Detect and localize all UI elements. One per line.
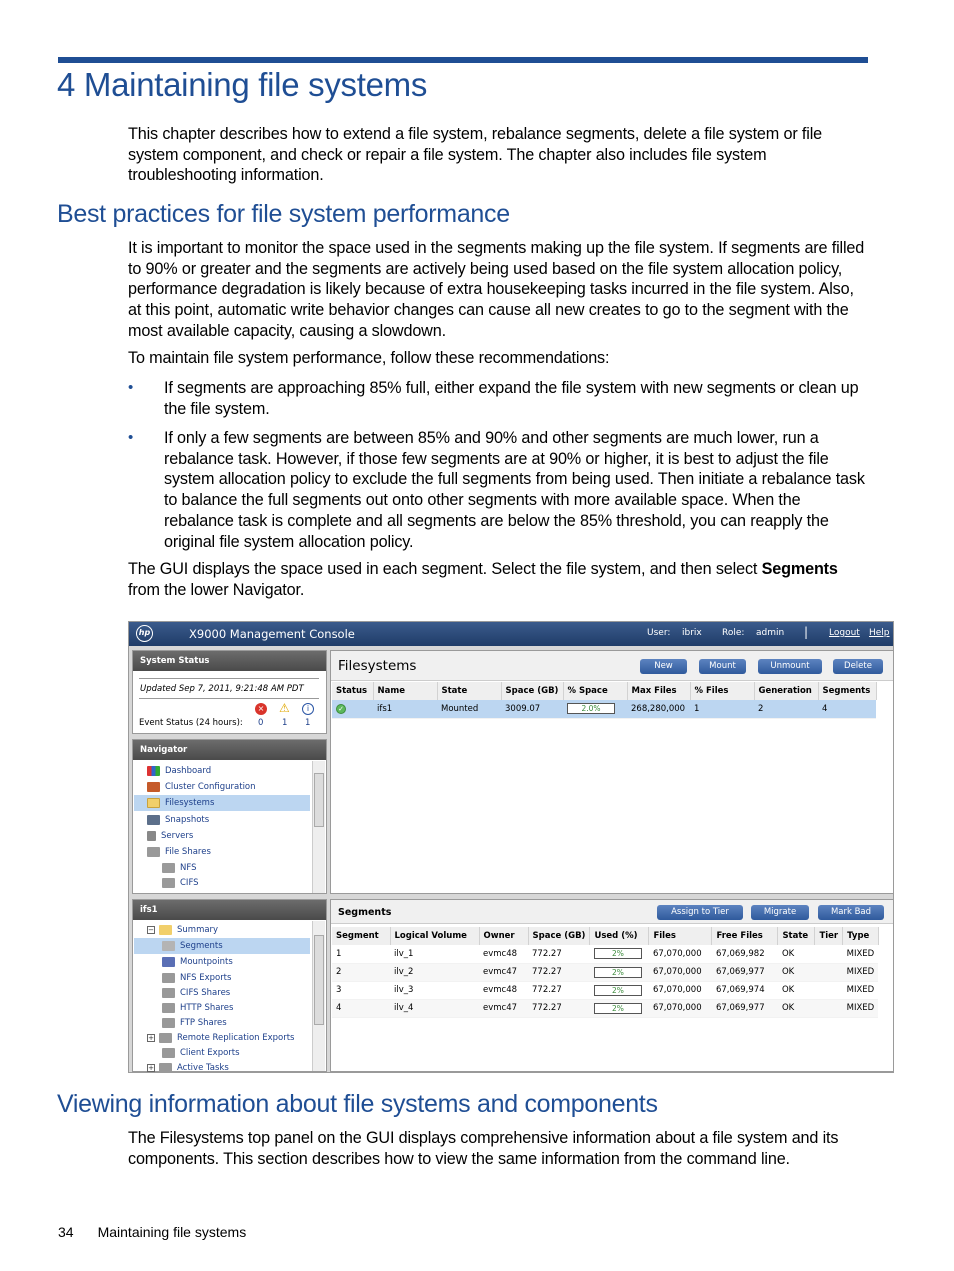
table-row[interactable] <box>332 999 878 1017</box>
cluster-icon <box>147 782 160 792</box>
critical-icon: × <box>255 703 267 715</box>
segment-cell: 67,069,974 <box>712 981 778 999</box>
role-label: Role: <box>722 628 745 638</box>
segment-cell: 2 <box>332 963 390 981</box>
segment-cell: 772.27 <box>528 945 590 963</box>
segment-cell: 1 <box>332 945 390 963</box>
nav-item-snapshots[interactable] <box>134 812 310 828</box>
pct-files-cell: 1 <box>690 700 754 718</box>
folder-icon <box>159 925 172 935</box>
hp-logo-icon: hp <box>136 625 153 642</box>
column-header[interactable]: Tier <box>815 927 843 945</box>
fs-nav-active-tasks[interactable] <box>134 1060 310 1073</box>
nav-label: Snapshots <box>165 815 210 825</box>
segment-cell: OK <box>778 981 815 999</box>
column-header[interactable]: Free Files <box>712 927 778 945</box>
column-header[interactable]: Max Files <box>627 682 690 700</box>
segment-cell: evmc48 <box>479 945 528 963</box>
column-header[interactable]: Space (GB) <box>501 682 563 700</box>
share-icon <box>162 1003 175 1013</box>
nav-item-cifs[interactable] <box>134 875 310 891</box>
column-header[interactable]: % Files <box>690 682 754 700</box>
page-footer <box>58 1224 270 1240</box>
segment-cell: 67,070,000 <box>649 945 712 963</box>
nav-label: Segments <box>180 941 223 951</box>
new-button[interactable]: New <box>640 659 687 674</box>
warning-icon: ⚠ <box>279 701 290 715</box>
logout-link[interactable]: Logout <box>829 628 860 638</box>
nav-item-cluster-configuration[interactable] <box>134 779 310 795</box>
nav-label: Cluster Configuration <box>165 782 256 792</box>
critical-count[interactable]: 0 <box>258 718 264 728</box>
segment-cell: MIXED <box>843 963 879 981</box>
segment-cell: ilv_3 <box>390 981 479 999</box>
bullet-text: If segments are approaching 85% full, either expand the file system with new segments or clean up the file system. <box>164 379 859 418</box>
used-cell <box>590 945 649 963</box>
share-icon <box>162 988 175 998</box>
column-header[interactable]: State <box>778 927 815 945</box>
segments-cell: 4 <box>818 700 876 718</box>
column-header[interactable]: Name <box>373 682 437 700</box>
delete-button[interactable]: Delete <box>833 659 883 674</box>
segment-cell <box>815 981 843 999</box>
divider <box>139 678 319 679</box>
column-header[interactable]: Used (%) <box>590 927 649 945</box>
column-header[interactable]: Segment <box>332 927 390 945</box>
nav-item-file-shares[interactable] <box>134 844 310 860</box>
segments-panel <box>330 899 894 1072</box>
filesystems-table <box>332 682 877 719</box>
user-label: User: <box>647 628 671 638</box>
fs-nav-cifs-shares[interactable] <box>134 985 310 1001</box>
console-header-bar <box>129 622 893 646</box>
nfs-icon <box>162 863 175 873</box>
mount-button[interactable]: Mount <box>699 659 746 674</box>
fs-nav-client-exports[interactable] <box>134 1045 310 1061</box>
navigator-title: Navigator <box>133 740 326 760</box>
best-practices-paragraph: It is important to monitor the space used in the segments making up the file system. If segments are filled to 90% or greater and the segments are actively being used based on the file system allocation policy, performance degradation is likely because of extra housekeeping tasks incurred in the file system. Also, at this point, automatic write behavior changes can cause all new creates to go to the segment with the most available capacity, causing a slowdown. <box>128 239 865 340</box>
system-status-title: System Status <box>133 651 326 671</box>
unmount-button[interactable]: Unmount <box>758 659 822 674</box>
ok-status-icon: ✓ <box>336 704 346 714</box>
filesystems-panel <box>330 650 894 894</box>
segments-table <box>332 927 879 1018</box>
pct-space-cell <box>563 700 627 718</box>
nav-item-dashboard[interactable] <box>134 763 310 779</box>
column-header[interactable]: Owner <box>479 927 528 945</box>
fs-nav-http-shares[interactable] <box>134 1000 310 1016</box>
role-value: admin <box>756 628 785 638</box>
fs-nav-remote-replication-exports[interactable] <box>134 1030 310 1046</box>
migrate-button[interactable]: Migrate <box>751 905 809 920</box>
segment-cell: 67,070,000 <box>649 981 712 999</box>
space-progress-bar: 2.0% <box>567 703 615 714</box>
scrollbar-thumb[interactable] <box>314 773 324 827</box>
gui-paragraph <box>128 559 870 600</box>
nav-label: NFS Exports <box>180 973 232 983</box>
event-status-label: Event Status (24 hours): <box>139 718 243 728</box>
segments-title: Segments <box>338 907 392 918</box>
expand-icon[interactable]: + <box>148 1033 154 1042</box>
fs-nav-summary[interactable] <box>134 922 310 938</box>
nav-label: Dashboard <box>165 766 212 776</box>
column-header[interactable]: Status <box>332 682 373 700</box>
column-header[interactable]: State <box>437 682 501 700</box>
page-number: 34 <box>58 1224 74 1240</box>
system-status-panel <box>132 650 327 734</box>
name-cell: ifs1 <box>373 700 437 718</box>
help-link[interactable]: Help <box>869 628 890 638</box>
info-icon: i <box>302 703 314 715</box>
export-icon <box>162 1048 175 1058</box>
warning-count[interactable]: 1 <box>282 718 288 728</box>
info-count[interactable]: 1 <box>305 718 311 728</box>
nav-label: Mountpoints <box>180 957 233 967</box>
table-header-row <box>332 927 878 945</box>
used-cell <box>590 963 649 981</box>
state-cell: Mounted <box>437 700 501 718</box>
segment-cell: 3 <box>332 981 390 999</box>
bullet-dot: • <box>128 429 134 446</box>
fs-nav-segments[interactable] <box>134 938 310 954</box>
dashboard-icon <box>147 766 160 776</box>
segment-cell: MIXED <box>843 999 879 1017</box>
nav-label: FTP Shares <box>180 1018 227 1028</box>
nav-label: NFS <box>180 863 197 873</box>
segment-cell: evmc48 <box>479 981 528 999</box>
space-cell: 3009.07 <box>501 700 563 718</box>
segment-cell: OK <box>778 963 815 981</box>
table-row[interactable] <box>332 700 876 718</box>
segment-cell: 4 <box>332 999 390 1017</box>
segment-cell: OK <box>778 945 815 963</box>
segment-cell: 67,070,000 <box>649 963 712 981</box>
segment-cell: MIXED <box>843 945 879 963</box>
nav-label: Servers <box>161 831 194 841</box>
share-icon <box>162 1018 175 1028</box>
generation-cell: 2 <box>754 700 818 718</box>
section-heading-viewing-information: Viewing information about file systems and components <box>57 1090 658 1118</box>
segment-cell: ilv_4 <box>390 999 479 1017</box>
footer-chapter-name: Maintaining file systems <box>97 1224 247 1240</box>
bullet-text: If only a few segments are between 85% and 90% and other segments are much lower, run a rebalance task. However, if those few segments are at 90% or higher, it is best to adjust the file system allocation policy to exclude the full segments from being used. Then initiate a rebalance task to balance the full segments out onto other segments with more available space. When the rebalance task is complete and all segments are below the 85% threshold, you can reapply the original file system allocation policy. <box>164 429 865 551</box>
segment-cell <box>815 963 843 981</box>
used-progress-bar: 2% <box>594 1003 642 1014</box>
used-progress-bar: 2% <box>594 967 642 978</box>
segment-cell: 67,070,000 <box>649 999 712 1017</box>
expand-icon[interactable]: + <box>148 1063 154 1072</box>
cifs-icon <box>162 878 175 888</box>
column-header[interactable]: % Space <box>563 682 627 700</box>
viewing-information-paragraph: The Filesystems top panel on the GUI displays comprehensive information about a file system and its components. This section describes how to view the same information from the command line. <box>128 1129 839 1168</box>
fs-navigator-panel <box>132 899 327 1072</box>
collapse-icon[interactable]: − <box>148 925 154 934</box>
column-header[interactable]: Space (GB) <box>528 927 590 945</box>
column-header[interactable]: Type <box>843 927 879 945</box>
recommendations-intro: To maintain file system performance, follow these recommendations: <box>128 349 610 367</box>
column-header[interactable]: Segments <box>818 682 876 700</box>
chapter-title: 4 Maintaining file systems <box>57 66 428 103</box>
navigator-scrollbar[interactable] <box>312 761 325 893</box>
max-files-cell: 268,280,000 <box>627 700 690 718</box>
used-cell <box>590 981 649 999</box>
fs-nav-mountpoints[interactable] <box>134 954 310 970</box>
table-row[interactable] <box>332 981 878 999</box>
nav-label: CIFS <box>180 878 199 888</box>
gui-paragraph-text: The GUI displays the space used in each segment. Select the file system, and then select <box>128 560 762 578</box>
nav-item-servers[interactable] <box>134 828 310 844</box>
header-separator: | <box>804 625 809 639</box>
table-header-row <box>332 682 876 700</box>
segment-cell: evmc47 <box>479 963 528 981</box>
server-icon <box>147 831 156 841</box>
shares-icon <box>147 847 160 857</box>
nav-item-filesystems[interactable] <box>134 795 310 811</box>
section-heading-best-practices: Best practices for file system performance <box>57 200 510 228</box>
tasks-icon <box>159 1063 172 1073</box>
nav-label: Summary <box>177 925 219 935</box>
segment-cell: 772.27 <box>528 999 590 1017</box>
replication-icon <box>159 1033 172 1043</box>
segment-cell: ilv_2 <box>390 963 479 981</box>
table-row[interactable] <box>332 963 878 981</box>
segment-cell: 772.27 <box>528 981 590 999</box>
nav-label: HTTP Shares <box>180 1003 234 1013</box>
fs-navigator-scrollbar[interactable] <box>312 921 325 1071</box>
fs-nav-nfs-exports[interactable] <box>134 970 310 986</box>
status-updated-time: Updated Sep 7, 2011, 9:21:48 AM PDT <box>140 684 304 694</box>
console-title: X9000 Management Console <box>189 627 355 641</box>
assign-to-tier-button[interactable]: Assign to Tier <box>657 905 743 920</box>
segment-cell: evmc47 <box>479 999 528 1017</box>
filesystems-title: Filesystems <box>338 658 417 674</box>
fs-nav-ftp-shares[interactable] <box>134 1015 310 1031</box>
segment-cell: ilv_1 <box>390 945 479 963</box>
camera-icon <box>147 815 160 825</box>
fs-navigator-title: ifs1 <box>133 900 326 920</box>
segment-cell: 67,069,982 <box>712 945 778 963</box>
mark-bad-button[interactable]: Mark Bad <box>818 905 884 920</box>
scrollbar-thumb[interactable] <box>314 935 324 1025</box>
mountpoint-icon <box>162 957 175 967</box>
navigator-panel <box>132 739 327 894</box>
nav-label: Filesystems <box>165 798 215 808</box>
segment-cell: OK <box>778 999 815 1017</box>
used-progress-bar: 2% <box>594 985 642 996</box>
management-console-screenshot <box>128 621 894 1073</box>
export-icon <box>162 973 175 983</box>
chapter-rule <box>58 57 868 63</box>
nav-label: CIFS Shares <box>180 988 231 998</box>
nav-label: Active Tasks <box>177 1063 229 1073</box>
intro-paragraph: This chapter describes how to extend a file system, rebalance segments, delete a file system or file system component, and check or repair a file system. The chapter also includes file system troubleshooting information. <box>128 125 822 185</box>
segment-cell: MIXED <box>843 981 879 999</box>
segment-cell: 67,069,977 <box>712 999 778 1017</box>
segment-cell: 67,069,977 <box>712 963 778 981</box>
status-cell <box>332 700 373 718</box>
column-header[interactable]: Generation <box>754 682 818 700</box>
used-progress-bar: 2% <box>594 948 642 959</box>
bullet-dot: • <box>128 379 134 396</box>
nav-label: Remote Replication Exports <box>177 1033 295 1043</box>
segment-cell <box>815 945 843 963</box>
used-cell <box>590 999 649 1017</box>
nav-item-nfs[interactable] <box>134 860 310 876</box>
segment-cell <box>815 999 843 1017</box>
segments-icon <box>162 941 175 951</box>
segment-cell: 772.27 <box>528 963 590 981</box>
nav-label: Client Exports <box>180 1048 240 1058</box>
column-header[interactable]: Logical Volume <box>390 927 479 945</box>
folder-icon <box>147 798 160 808</box>
divider <box>139 698 319 699</box>
user-value: ibrix <box>682 628 702 638</box>
gui-paragraph-text-end: from the lower Navigator. <box>128 580 305 599</box>
table-row[interactable] <box>332 945 878 963</box>
segments-bold: Segments <box>761 560 838 578</box>
column-header[interactable]: Files <box>649 927 712 945</box>
nav-label: File Shares <box>165 847 211 857</box>
